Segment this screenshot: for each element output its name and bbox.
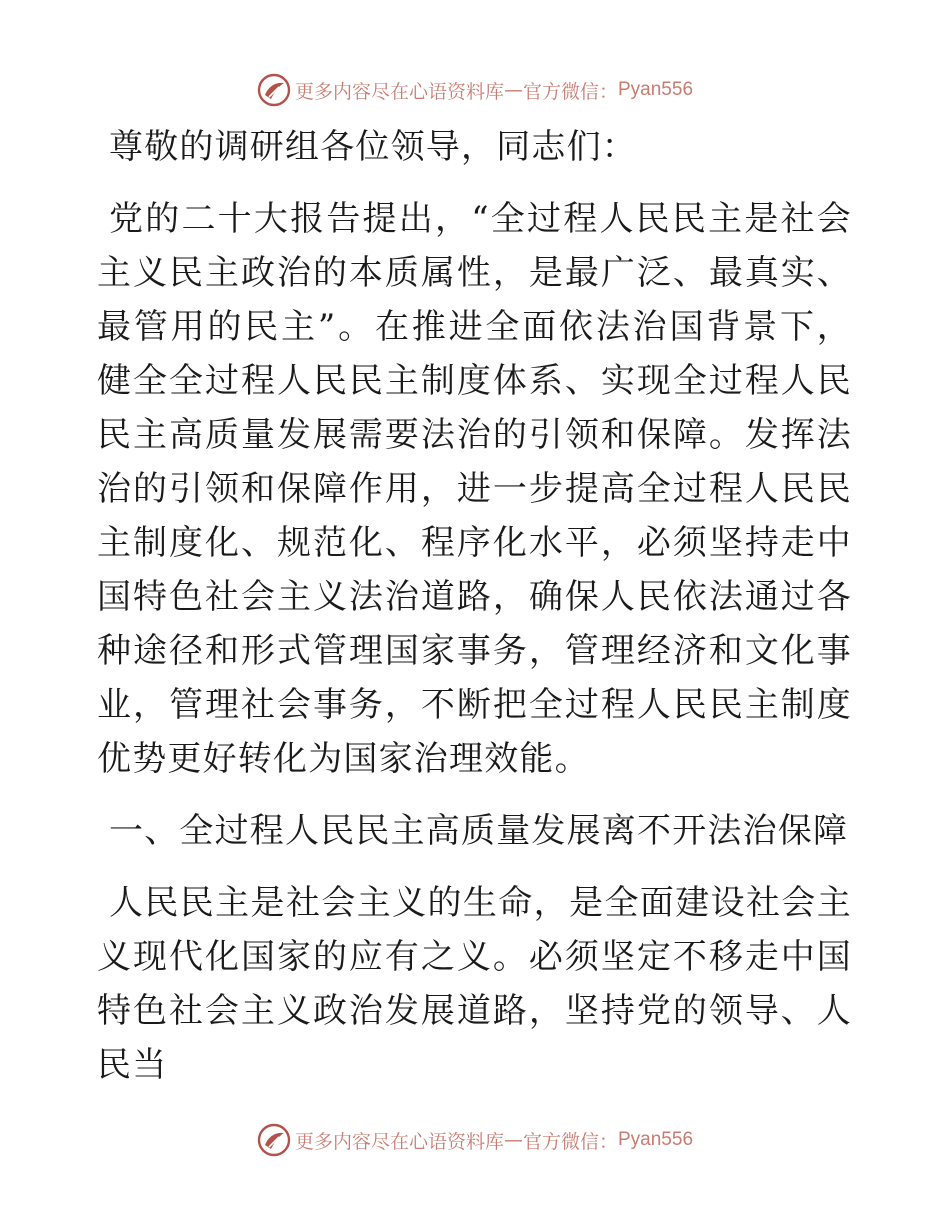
paragraph: 党的二十大报告提出，“全过程人民民主是社会主义民主政治的本质属性，是最广泛、最真实、最管用的民主”。在推进全面依法治国背景下，健全全过程人民民主制度体系、实现全过程人民民主高质量发展需要法治的引领和保障。发挥法治的引领和保障作用，进一步提高全过程人民民主制度化、规范化、程序化水平，必须坚持走中国特色社会主义法治道路，确保人民依法通过各种途径和形式管理国家事务，管理经济和文化事业，管理社会事务，不断把全过程人民民主制度优势更好转化为国家治理效能。 — [97, 199, 852, 779]
banner-text: 更多内容尽在心语资料库 — [294, 1130, 504, 1153]
greeting: 尊敬的调研组各位领导，同志们： — [109, 127, 637, 167]
paragraph: 人民民主是社会主义的生命，是全面建设社会主义现代化国家的应有之义。必须坚定不移走中国特色社会主义政治发展道路，坚持党的领导、人民当 — [97, 883, 852, 1085]
brand-logo-icon — [257, 1123, 291, 1157]
banner-dash: — — [503, 79, 523, 101]
banner-wechat-id: Pyan556 — [618, 79, 694, 100]
banner-dash: — — [503, 1129, 523, 1151]
footer-banner — [0, 1120, 950, 1160]
banner-wechat-id: Pyan556 — [618, 1129, 694, 1150]
banner-text: 更多内容尽在心语资料库 — [294, 80, 504, 103]
banner-wechat-label: 官方微信： — [522, 80, 618, 103]
banner-wechat-label: 官方微信： — [522, 1130, 618, 1153]
section-heading: 一、全过程人民民主高质量发展离不开法治保障 — [109, 811, 849, 851]
brand-logo-icon — [257, 73, 291, 107]
document-body — [97, 120, 852, 1110]
header-banner — [0, 70, 950, 110]
